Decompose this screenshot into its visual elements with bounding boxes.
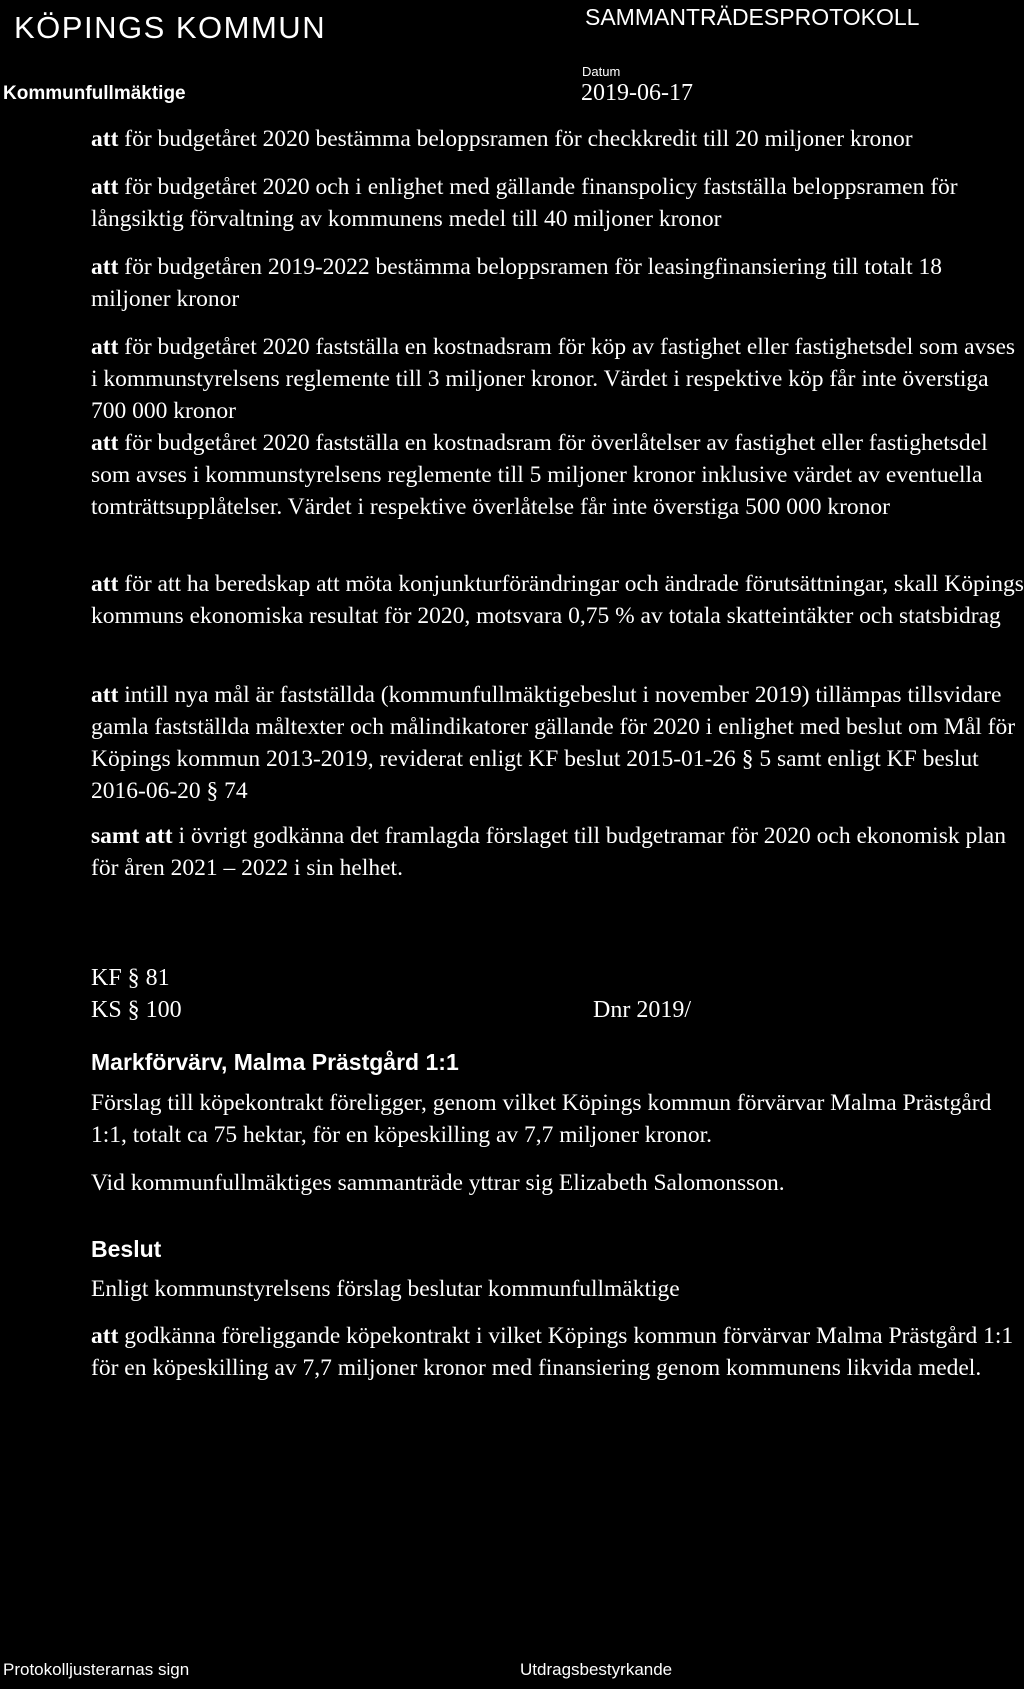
decision-prefix: att (91, 254, 119, 280)
decision-prefix: att (91, 1323, 119, 1349)
decision-paragraph (91, 679, 1024, 807)
footer-certification-label: Utdragsbestyrkande (520, 1660, 673, 1679)
ks-reference: KS § 100 (91, 997, 182, 1023)
decision-text: för att ha beredskap att möta konjunkturförändringar och ändrade förutsättningar, skall Köpings kommuns ekonomiska resultat för 2020, motsvara 0,75 % av totala skatteintäkter och statsbidrag (91, 571, 1024, 629)
kf-reference: KF § 81 (91, 965, 170, 991)
decision-text: för budgetåret 2020 fastställa en kostnadsram för köp av fastighet eller fastighetsdel som avses i kommunstyrelsens reglemente till 3 miljoner kronor. Värdet i respektive köp får inte överstiga 700 000 kronor (91, 334, 1016, 424)
decision-text: godkänna föreliggande köpekontrakt i vilket Köpings kommun förvärvar Malma Prästgård 1:1 för en köpeskilling av 7,7 miljoner kronor med finansiering genom kommunens likvida medel. (91, 1323, 1014, 1381)
organization-name: KÖPINGS KOMMUN (14, 10, 327, 45)
decision-heading: Beslut (91, 1236, 162, 1262)
item-speakers: Vid kommunfullmäktiges sammanträde yttrar sig Elizabeth Salomonsson. (91, 1170, 785, 1196)
decision-prefix: att (91, 682, 119, 708)
department-name: Kommunfullmäktige (3, 83, 186, 104)
decision-paragraph (91, 427, 1024, 523)
decision-text: för budgetåret 2020 bestämma beloppsramen för checkkredit till 20 miljoner kronor (118, 126, 913, 152)
decision-paragraph (91, 251, 1024, 315)
decision-paragraph (91, 568, 1024, 632)
decision-text: för budgetåret 2020 fastställa en kostnadsram för överlåtelser av fastighet eller fastighetsdel som avses i kommunstyrelsens reglemente till 5 miljoner kronor inklusive värdet av eventuella tomträttsupplåtelser. Värdet i respektive överlåtelse får inte överstiga 500 000 kronor (91, 430, 988, 520)
decision-paragraph (91, 123, 1024, 155)
decision-prefix: att (91, 174, 119, 200)
date-label: Datum (582, 64, 621, 79)
decision-intro: Enligt kommunstyrelsens förslag beslutar kommunfullmäktige (91, 1276, 680, 1302)
decision-paragraph (91, 171, 1024, 235)
item-title: Markförvärv, Malma Prästgård 1:1 (91, 1049, 459, 1075)
decision-prefix: att (91, 126, 119, 152)
decision-paragraph (91, 820, 1024, 884)
decision-prefix: att (91, 571, 119, 597)
document-type: SAMMANTRÄDESPROTOKOLL (585, 4, 920, 30)
decision-paragraph (91, 1320, 1024, 1384)
decision-prefix: att (91, 430, 119, 456)
decision-prefix: samt att (91, 823, 173, 849)
decision-prefix: att (91, 334, 119, 360)
decision-paragraph (91, 331, 1024, 427)
decision-text: för budgetåret 2020 och i enlighet med gällande finanspolicy fastställa beloppsramen för långsiktig förvaltning av kommunens medel till 40 miljoner kronor (91, 174, 958, 232)
decision-text: intill nya mål är fastställda (kommunfullmäktigebeslut i november 2019) tillämpas tillsvidare gamla fastställda måltexter och målindikatorer gällande för 2020 i enlighet med beslut om Mål för Köpings kommun 2013-2019, reviderat enligt KF beslut 2015-01-26 § 5 samt enligt KF beslut 2016-06-20 § 74 (91, 682, 1016, 804)
item-intro: Förslag till köpekontrakt föreligger, genom vilket Köpings kommun förvärvar Malma Prästgård 1:1, totalt ca 75 hektar, för en köpeskilling av 7,7 miljoner kronor. (91, 1090, 992, 1148)
meeting-date: 2019-06-17 (581, 80, 693, 106)
decision-text: för budgetåren 2019-2022 bestämma beloppsramen för leasingfinansiering till totalt 18 miljoner kronor (91, 254, 942, 312)
diary-number: Dnr 2019/ (593, 997, 691, 1023)
footer-signature-label: Protokolljusterarnas sign (3, 1660, 190, 1679)
decision-text: i övrigt godkänna det framlagda förslaget till budgetramar för 2020 och ekonomisk plan för åren 2021 – 2022 i sin helhet. (91, 823, 1006, 881)
